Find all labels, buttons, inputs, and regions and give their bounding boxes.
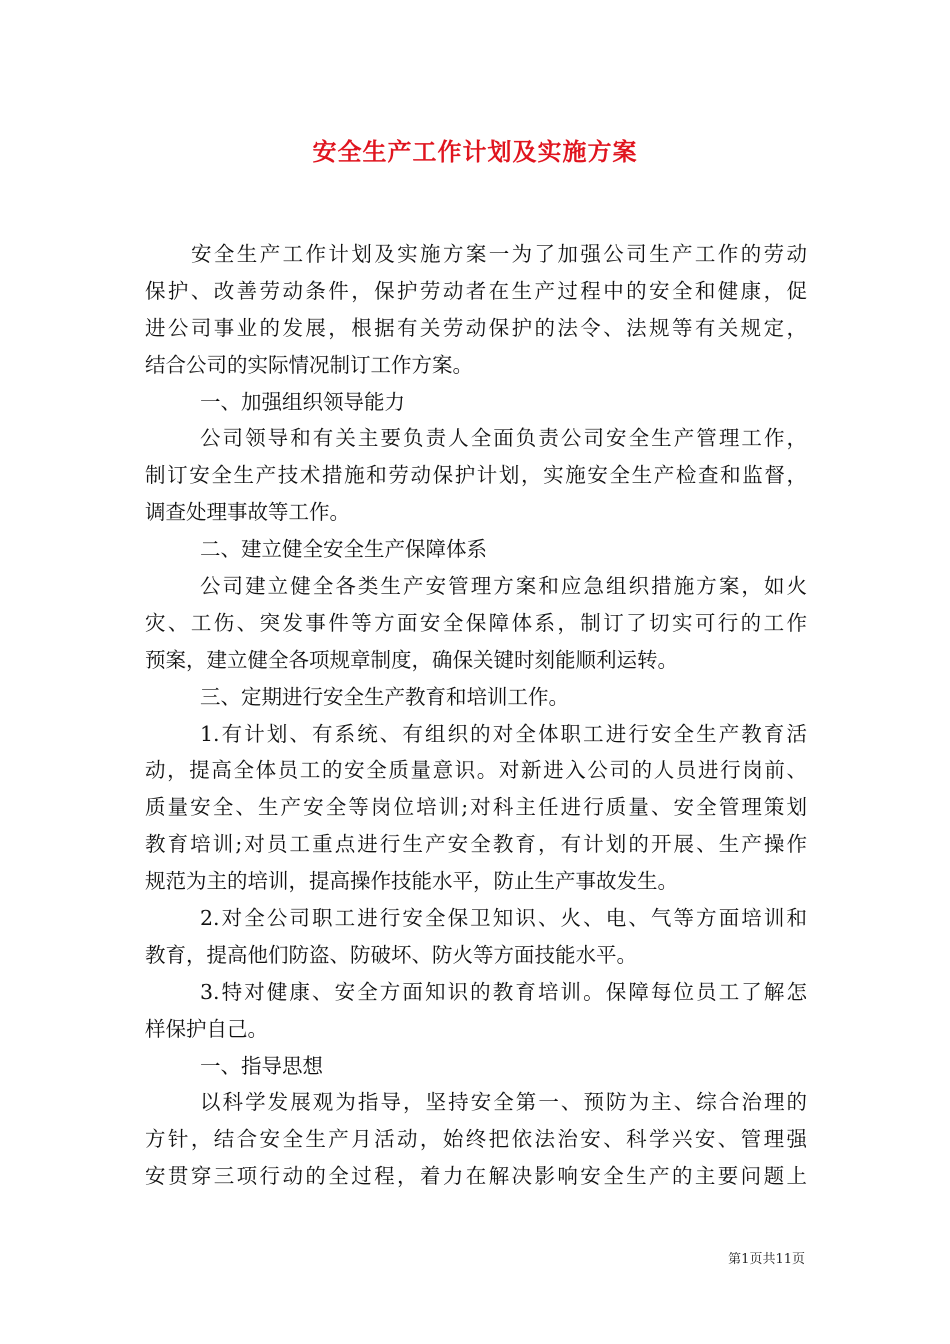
text-line: 公司领导和有关主要负责人全面负责公司安全生产管理工作， (200, 426, 807, 451)
text-line: 灾、工伤、突发事件等方面安全保障体系，制订了切实可行的工作 (145, 610, 807, 635)
text-line: 动，提高全体员工的安全质量意识。对新进入公司的人员进行岗前、 (145, 758, 807, 783)
page-number: 第1页共11页 (728, 1252, 805, 1267)
text-line: 制订安全生产技术措施和劳动保护计划，实施安全生产检查和监督， (145, 463, 807, 488)
text-line: 一、加强组织领导能力 (200, 389, 405, 414)
text-line: 教育培训;对员工重点进行生产安全教育，有计划的开展、生产操作 (145, 832, 807, 857)
text-line: 1.有计划、有系统、有组织的对全体职工进行安全生产教育活 (200, 721, 807, 746)
text-line: 三、定期进行安全生产教育和培训工作。 (200, 684, 569, 709)
text-line: 规范为主的培训，提高操作技能水平，防止生产事故发生。 (145, 869, 678, 894)
text-line: 样保护自己。 (145, 1016, 268, 1041)
text-line: 以科学发展观为指导，坚持安全第一、预防为主、综合治理的 (200, 1090, 807, 1115)
document-title: 安全生产工作计划及实施方案 (312, 137, 638, 166)
document-body (145, 236, 807, 1195)
text-line: 预案，建立健全各项规章制度，确保关键时刻能顺利运转。 (145, 647, 678, 672)
text-line: 3.特对健康、安全方面知识的教育培训。保障每位员工了解怎 (200, 979, 807, 1004)
text-line: 安贯穿三项行动的全过程，着力在解决影响安全生产的主要问题上 (145, 1164, 807, 1189)
text-line: 调查处理事故等工作。 (145, 500, 350, 525)
text-line: 进公司事业的发展，根据有关劳动保护的法令、法规等有关规定， (145, 315, 807, 340)
text-line: 公司建立健全各类生产安管理方案和应急组织措施方案，如火 (200, 574, 807, 599)
text-line: 2.对全公司职工进行安全保卫知识、火、电、气等方面培训和 (200, 906, 807, 931)
text-line: 方针，结合安全生产月活动，始终把依法治安、科学兴安、管理强 (145, 1127, 807, 1152)
text-line: 安全生产工作计划及实施方案一为了加强公司生产工作的劳动 (191, 242, 807, 266)
text-line: 保护、改善劳动条件，保护劳动者在生产过程中的安全和健康，促 (145, 278, 807, 303)
text-line: 教育，提高他们防盗、防破坏、防火等方面技能水平。 (145, 942, 637, 967)
text-line: 一、指导思想 (200, 1053, 323, 1078)
text-line: 质量安全、生产安全等岗位培训;对科主任进行质量、安全管理策划 (145, 795, 807, 820)
text-line: 结合公司的实际情况制订工作方案。 (145, 352, 473, 377)
text-line: 二、建立健全安全生产保障体系 (200, 537, 487, 562)
